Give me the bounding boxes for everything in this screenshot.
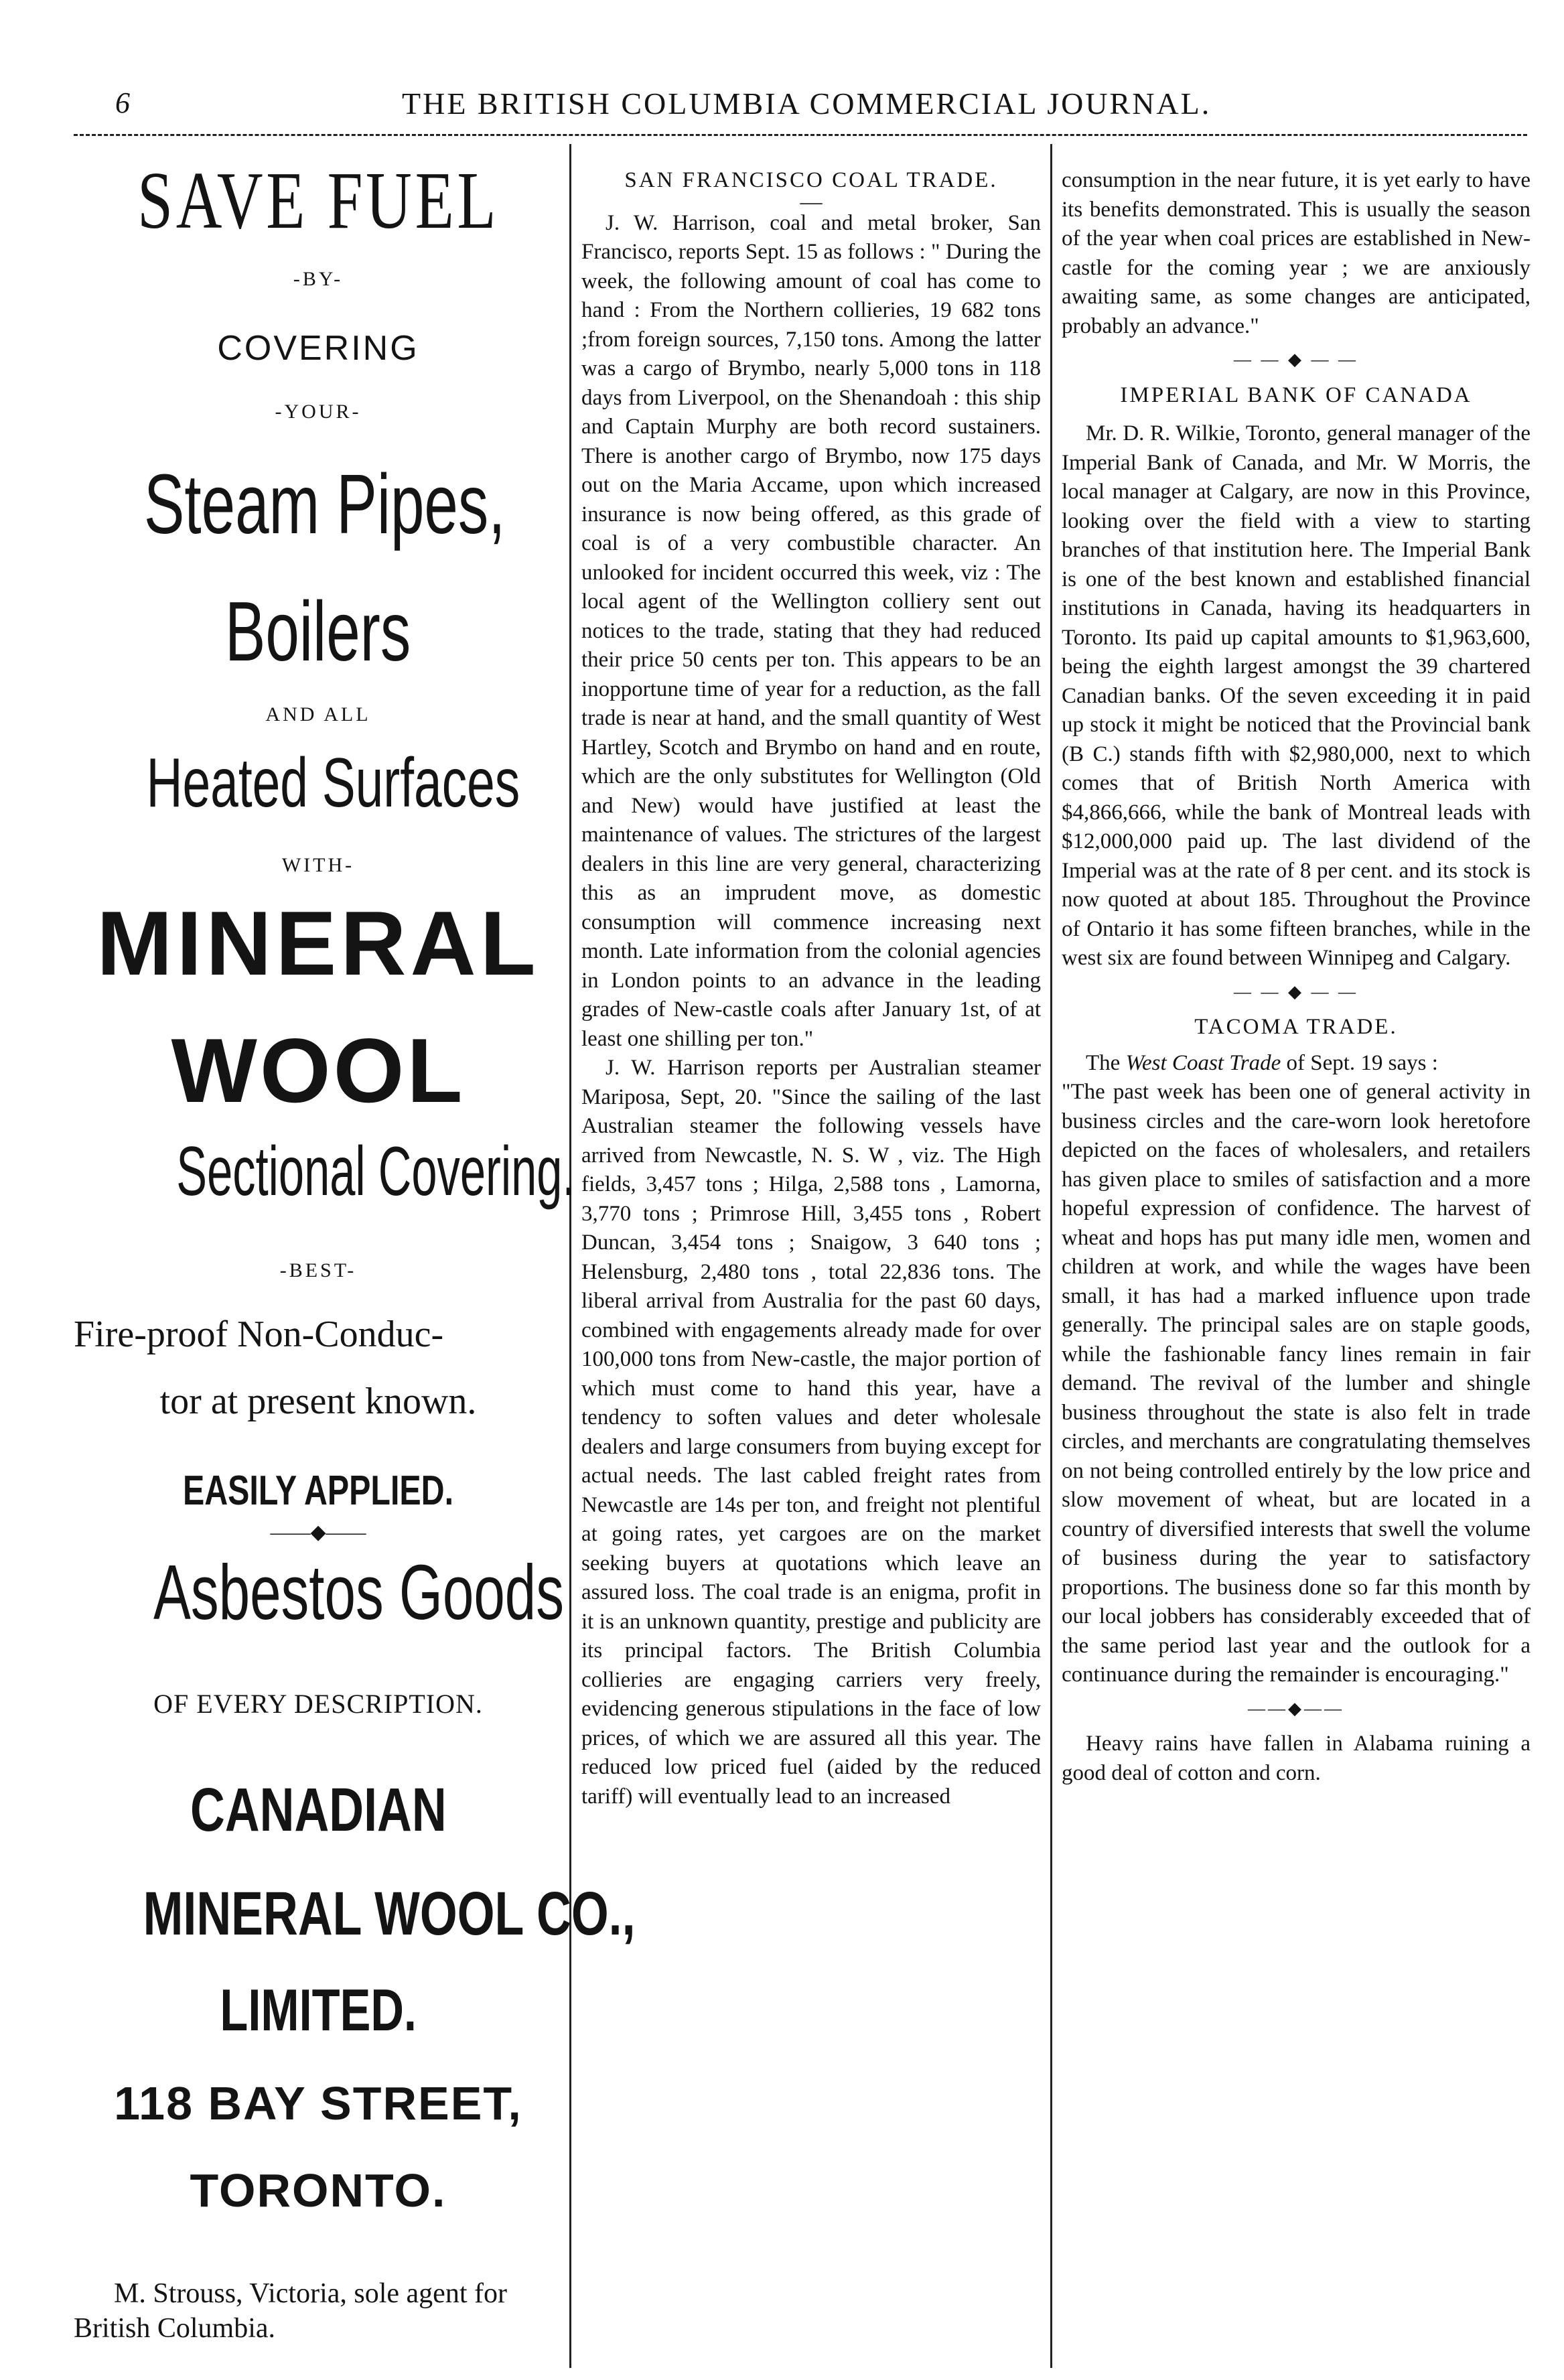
journal-title: THE BRITISH COLUMBIA COMMERCIAL JOURNAL. [402,86,1212,121]
separator-3: ——◆—— [1248,1698,1344,1718]
ad-company-line3: LIMITED. [220,1977,417,2043]
ad-best: -BEST- [279,1259,357,1281]
ad-your: -YOUR- [275,401,362,423]
article-title-tacoma: TACOMA TRADE. [1194,1015,1398,1039]
ad-headline: SAVE FUEL [137,155,500,246]
header-rule [74,134,1527,136]
ad-heated-surfaces: Heated Surfaces [146,744,520,822]
right-column [1062,166,1531,1788]
tacoma-intro [1062,1049,1531,1078]
article-title-san-francisco: SAN FRANCISCO COAL TRADE. [624,168,998,192]
tacoma-intro-prefix: The [1086,1050,1126,1075]
san-francisco-paragraph-2: J. W. Harrison reports per Australian steamer Mariposa, Sept, 20. "Since the sailing of the last Australian steamer the following vessels have arrived from Newcastle, N. S. W , viz. The High fields, 3,457 tons ; Hilga, 2,588 tons , Lamorna, 3,770 tons ; Primrose Hill, 3,455 tons , Robert Duncan, 3,454 tons ; Snaigow, 3 640 tons ; Helensburg, 2,480 tons , total 22,836 tons. The liberal arrival from Australia for the past 60 days, combined with engagements already made for over 100,000 tons from New-castle, the major portion of which must come to hand this year, have a tendency to soften values and deter wholesale dealers and large consumers from buying except for actual needs. The last cabled freight rates from Newcastle are 14s per ton, and freight not plentiful at going rates, yet cargoes are on the market seeking buyers at quotations which leave an assured loss. The coal trade is an enigma, profit in it is an unknown quantity, prestige and publicity are its principal factors. The British Columbia collieries are engaging carriers very freely, evidencing generous stipulations in the face of low prices, of which we are assured all this year. The reduced low priced fuel (aided by the reduced tariff) will eventually lead to an increased [581,1056,1041,1809]
ad-wool: WOOL [171,1020,466,1121]
ad-city: TORONTO. [190,2164,447,2217]
san-francisco-paragraph-1: J. W. Harrison, coal and metal broker, San Francisco, reports Sept. 15 as follows : " During the week, the following amount of coal has come to hand : From the Northern collieries, 19 682 tons ;from foreign sources, 7,150 tons. Among the latter was a cargo of Brymbo, nearly 5,000 tons in 118 days from Liverpool, on the Shenandoah : this ship and Captain Murphy are both record sustainers. There is another cargo of Brymbo, now 175 days out on the Maria Accame, upon which increased insurance is now being offered, as this grade of coal is of a very combustible character. An unlooked for incident occurred this week, viz : The local agent of the Wellington colliery sent out notices to the trade, stating that they had reduced their price 50 cents per ton. This appears to be an inopportune time of year for a reduction, as the fall trade is near at hand, and the small quantity of West Hartley, Scotch and Brymbo on hand and en route, which are the only substitutes for Wellington (Old and New) would have justified at least the maintenance of values. The strictures of the largest dealers in this line are very general, characterizing this as an imprudent move, as domestic consumption will commence increasing next month. Late information from the colonial agencies in London points to an advance in the leading grades of New-castle coals after January 1st, of at least one shilling per ton." [581,210,1041,1051]
alabama-note: Heavy rains have fallen in Alabama ruining a good deal of cotton and corn. [1062,1732,1531,1785]
article-title-imperial-bank: IMPERIAL BANK OF CANADA [1120,382,1472,407]
page-number: 6 [115,86,130,119]
tacoma-intro-suffix: of Sept. 19 says : [1281,1050,1438,1075]
ad-asbestos-goods: Asbestos Goods [153,1549,564,1636]
ad-of-every-description: OF EVERY DESCRIPTION. [153,1689,483,1719]
ad-sectional-covering: Sectional Covering. [176,1133,575,1210]
imperial-bank-text: Mr. D. R. Wilkie, Toronto, general manager of the Imperial Bank of Canada, and Mr. W Morris, the local manager at Calgary, are now in this Province, looking over the field with a view to starting branches of that institution here. The Imperial Bank is one of the best known and established financial institutions in Canada, having its headquarters in Toronto. Its paid up capital amounts to $1,963,600, being the eighth largest amongst the 39 chartered Canadian banks. Of the seven exceeding it in paid up stock it might be noticed that the Provincial bank (B C.) stands fifth with $2,980,000, next to which comes that of British North America with $4,866,666, while the bank of Montreal leads with $12,000,000 paid up. The last dividend of the Imperial was at the rate of 8 per cent. and its stock is now quoted at about 185. Throughout the Province of Ontario it has some fifteen branches, while in the west six are found between Winnipeg and Calgary. [1062,421,1531,970]
ad-sole-agent: M. Strouss, Victoria, sole agent for British Columbia. [74,2278,507,2344]
separator-2: — — ◆ — — [1234,981,1358,1001]
column-rule-right [1050,144,1052,2368]
ad-company-line2: MINERAL WOOL CO., [143,1880,636,1948]
ad-fireproof-line1: Fire-proof Non-Conduc- [74,1314,444,1355]
ad-fireproof-line2: tor at present known. [159,1381,477,1422]
page-header [0,86,1564,126]
tacoma-text: "The past week has been one of general activity in business circles and the care-worn look heretofore depicted on the faces of wholesalers, and retailers has given place to smiles of satisfaction and a more hopeful expression of confidence. The harvest of wheat and hops has put many idle men, women and children at work, and while the wages have been small, it has had a marked influence upon trade generally. The principal sales are on staple goods, while the fashionable fancy lines remain in fair demand. The revival of the lumber and shingle business throughout the state is also felt in trade circles, and merchants are congratulating themselves on not being controlled entirely by the low price and slow movement of wheat, but are located in a country of diversified interests that swell the volume of business during the year to satisfactory proportions. The business done so far this month by our local jobbers has considerably exceeded that of the same period last year and the outlook for a continuance during the remainder is encouraging." [1062,1080,1531,1687]
ad-steam-pipes: Steam Pipes, [143,457,506,551]
title-underline: — [800,190,823,214]
ad-covering: COVERING [217,329,419,368]
continued-article-text: consumption in the near future, it is yet early to have its benefits demonstrated. This is usually the season of the year when coal prices are established in New-castle for the coming year ; we are anxiously awaiting same, as some changes are anticipated, probably an advance." [1062,168,1531,338]
ad-by: -BY- [293,268,344,290]
ad-boilers: Boilers [225,584,411,679]
ad-and-all: AND ALL [265,703,371,725]
column-rule-left [569,144,571,2368]
ad-easily-applied: EASILY APPLIED. [182,1468,454,1514]
middle-column [581,166,1041,1811]
tacoma-source: West Coast Trade [1125,1050,1281,1075]
ad-mineral: MINERAL [96,892,540,994]
ad-divider: ——◆—— [270,1521,366,1543]
ad-street-address: 118 BAY STREET, [114,2077,522,2129]
mineral-wool-advertisement [74,154,636,2371]
ad-with: WITH- [281,854,355,876]
ad-company-line1: CANADIAN [190,1776,447,1844]
separator-1: — — ◆ — — [1234,350,1358,369]
